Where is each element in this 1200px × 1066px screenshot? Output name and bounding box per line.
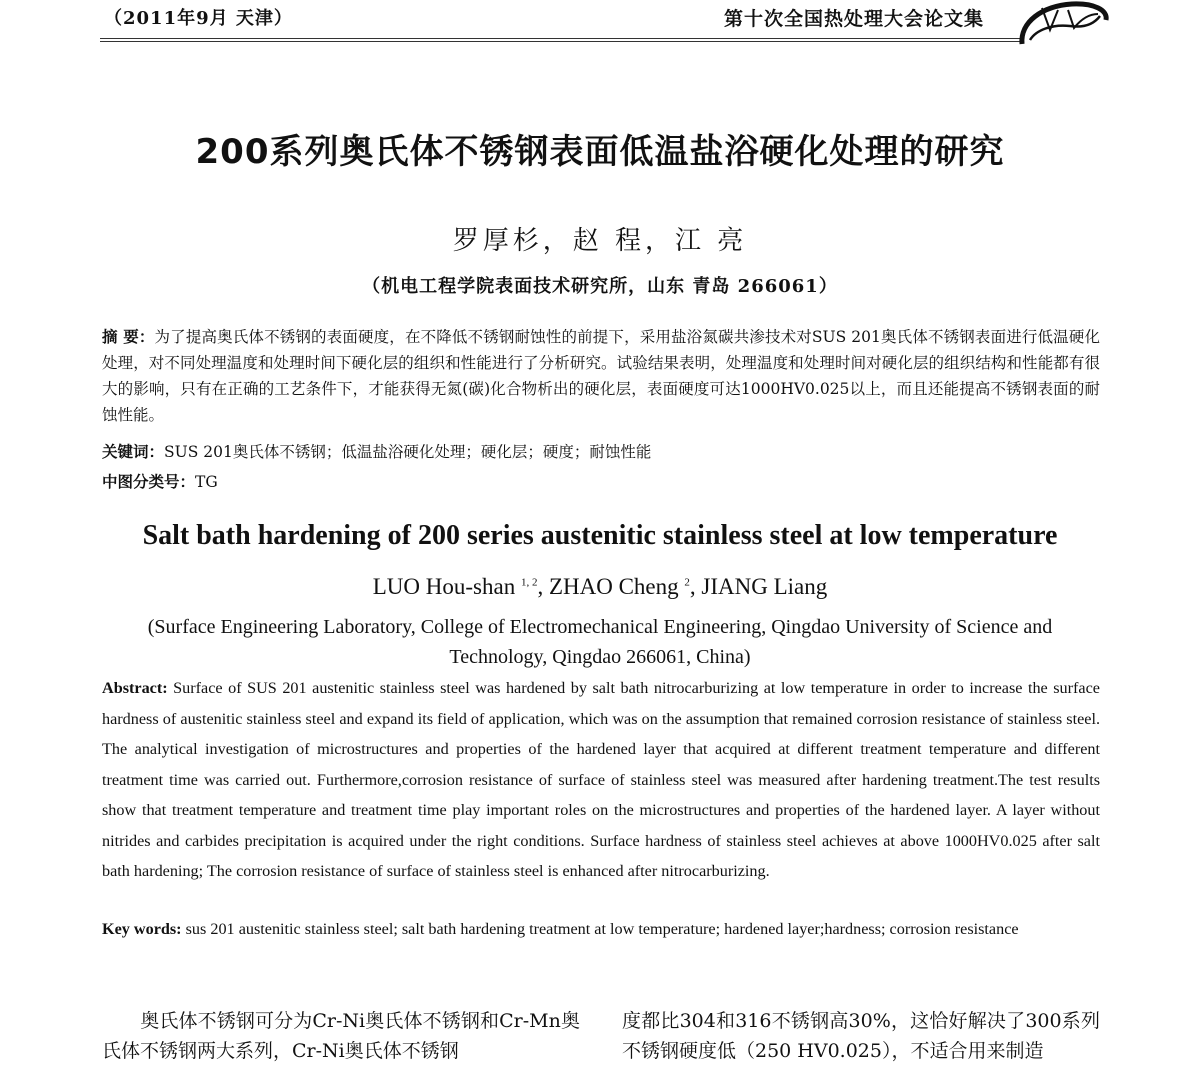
authors-chinese: 罗厚杉，赵 程，江 亮 [452,226,748,256]
running-header [0,0,1200,44]
classification-value: TG [195,473,218,491]
paper-title-chinese: 200系列奥氏体不锈钢表面低温盐浴硬化处理的研究 [195,132,1005,172]
abstract-chinese [102,324,1100,428]
affiliation-english: (Surface Engineering Laboratory, College of Electromechanical Engineering, Qingdao University of Science and Technology, Qingdao 266061, China) [147,616,1053,668]
affiliation-chinese: （机电工程学院表面技术研究所，山东 青岛 266061） [362,276,838,297]
keywords-english [102,914,1100,945]
classification-label: 中图分类号： [102,472,196,491]
author-jiang: , JIANG Liang [689,574,828,599]
author-zhao-affil-mark: 2 [684,576,690,589]
conference-logo-icon [1012,0,1112,46]
header-divider [100,38,1020,42]
classification-number [102,470,218,492]
paper-title-english: Salt bath hardening of 200 series austenitic stainless steel at low temperature [142,520,1058,551]
abstract-text-english: Surface of SUS 201 austenitic stainless steel was hardened by salt bath nitrocarburizing at low temperature in order to increase the surface hardness of austenitic stainless steel and expand its field of application, which was on the assumption that remained corrosion resistance of stainless steel. The analytical investigation of microstructures and properties of the hardened layer that acquired at different treatment temperature and different treatment time was carried out. Furthermore,corrosion resistance of surface of stainless steel was measured after hardening treatment.The test results show that treatment temperature and treatment time play important roles on the microstructures and properties of the hardened layer. A layer without nitrides and carbides precipitation is acquired under the right conditions. Surface hardness of stainless steel achieves at above 1000HV0.025 after salt bath hardening; The corrosion resistance of surface of stainless steel is enhanced after nitrocarburizing. [102,679,1100,880]
header-proceedings-title: 第十次全国热处理大会论文集 [724,8,985,30]
keywords-chinese [102,440,651,462]
keywords-text-english: sus 201 austenitic stainless steel; salt bath hardening treatment at low temperature; hardened layer;hardness; corrosion resistance [185,920,1019,938]
keywords-text-chinese: SUS 201奥氏体不锈钢；低温盐浴硬化处理；硬化层；硬度；耐蚀性能 [164,443,652,461]
keywords-label-english: Key words: [102,920,186,938]
abstract-english [102,673,1100,887]
body-column-right: 度都比304和316不锈钢高30%，这恰好解决了300系列不锈钢硬度低（250 HV0.025），不适合用来制造 [622,1010,1100,1062]
author-luo-affil-marks: 1, 2 [520,576,538,589]
abstract-text-chinese: 为了提高奥氏体不锈钢的表面硬度，在不降低不锈钢耐蚀性的前提下，采用盐浴氮碳共渗技术对SUS 201奥氏体不锈钢表面进行低温硬化处理，对不同处理温度和处理时间下硬化层的组织和性能进行了分析研究。试验结果表明，处理温度和处理时间对硬化层的组织结构和性能都有很大的影响，只有在正确的工艺条件下，才能获得无氮(碳)化合物析出的硬化层，表面硬度可达1000HV0.025以上，而且还能提高不锈钢表面的耐蚀性能。 [102,328,1100,424]
abstract-label-chinese: 摘 要： [102,327,155,346]
header-date-location: （2011年9月 天津） [104,8,293,29]
author-luo: LUO Hou-shan [372,574,521,599]
keywords-label-chinese: 关键词： [102,442,165,461]
body-column-left: 奥氏体不锈钢可分为Cr-Ni奥氏体不锈钢和Cr-Mn奥氏体不锈钢两大系列，Cr-Ni奥氏体不锈钢 [102,1010,580,1062]
author-zhao: , ZHAO Cheng [537,574,685,599]
authors-english [0,574,1200,600]
abstract-label-english: Abstract: [102,679,174,697]
